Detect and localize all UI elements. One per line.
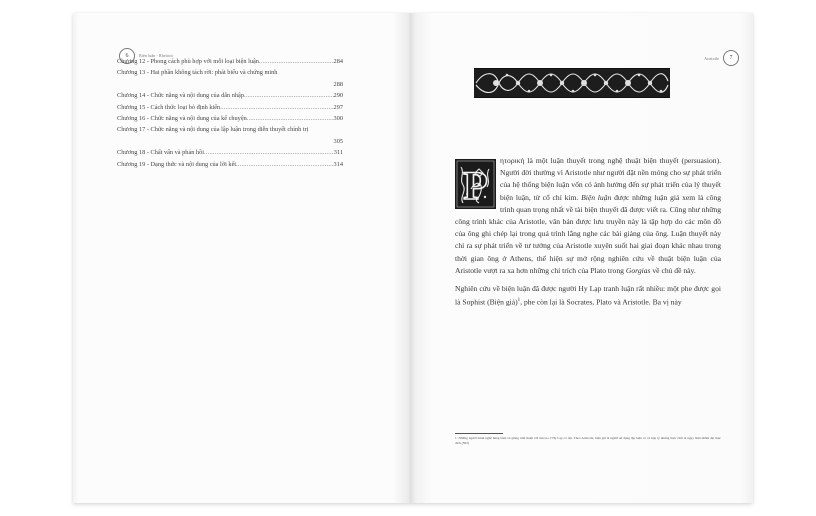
toc-entry[interactable] (117, 147, 343, 158)
body-text (455, 155, 721, 315)
toc-entry[interactable] (117, 67, 343, 90)
toc-entry[interactable] (117, 124, 343, 147)
drop-cap-letter: P (463, 163, 488, 208)
table-of-contents (117, 56, 343, 170)
toc-title: Chương 18 - Chất vấn và phản hồi (117, 149, 205, 157)
paragraph: ητορική là một luận thuyết trong nghệ thuật biện thuyết (persuasion). Người đời thường vì Aristotle như người đặt nền móng cho sự phát triển của hệ thống biện luận vốn có ảnh hưởng đến sự phát triển của lý thuyết biện luận, từ cổ chí kim. Biện luận được những luận giả xem là công trình quan trọng nhất về tài biện thuyết đã được viết ra. Cũng như những công trình khác của Aristotle, văn bản được lưu truyền này là tập hợp do các môn đồ của ông ghi chép lại trong quá trình lắng nghe các bài giảng của ông. Luận thuyết này chỉ ra sự phát triển về tư tưởng của Aristotle xuyên suốt hai giai đoạn khác nhau trong thời gian ông ở Athens, thể hiện sự mở rộng nghiên cứu về thuật biện luận của Aristotle vượt ra xa hơn những chỉ trích của Plato trong Gorgias về chủ đề này. (455, 156, 721, 275)
toc-leader (236, 159, 333, 170)
running-head: Aristotle (704, 56, 719, 61)
toc-leader (259, 56, 334, 67)
toc-page: 290 (333, 92, 343, 100)
toc-title: Chương 16 - Chức năng và nội dung của kể chuyện (117, 115, 247, 123)
ornamental-header-band (474, 68, 670, 98)
toc-leader (244, 90, 334, 101)
toc-page: 284 (333, 58, 343, 65)
paragraph: Nghiên cứu về biện luận đã được người Hy Lạp tranh luận rất nhiều: một phe được gọi là Sophist (Biện giả)$^1$, phe còn lại là Socrates, Plato và Aristotle. Ba vị này (455, 284, 721, 307)
toc-entry[interactable] (117, 90, 343, 101)
toc-page: 297 (333, 103, 343, 111)
toc-title: Chương 19 - Dạng thức và nội dung của lời kết (117, 160, 237, 168)
footnote-divider (455, 433, 503, 434)
toc-page: 311 (333, 149, 343, 157)
toc-leader (204, 147, 334, 158)
open-book (73, 13, 753, 503)
toc-title: Chương 14 - Chức năng và nội dung của dẫn nhập (117, 92, 244, 100)
toc-page: 300 (333, 115, 343, 123)
page-number-circle: 7 (723, 50, 739, 66)
toc-entry[interactable] (117, 102, 343, 113)
footnote-ref[interactable]: 1 (517, 298, 521, 304)
running-head: Biện luận - Rhetoric (139, 53, 174, 58)
right-page (410, 13, 753, 503)
toc-title: Chương 15 - Cách thức loại bỏ định kiến (117, 103, 221, 111)
toc-entry[interactable] (117, 56, 343, 67)
toc-title: Chương 17 - Chức năng và nội dung của lập luận trong diễn thuyết chính trị (117, 126, 309, 134)
toc-leader (247, 113, 334, 124)
left-page (73, 13, 410, 503)
footnote: 1. Những người hành nghề hùng biện và giảng triết thuật với thù lao ở Hy Lạp cổ đại. Theo Aristotle, biện giả là người sử dụng lập luận có vẻ hợp lý nhưng thực chất là ngụy biện nhằm đạt mục đích (ND) (455, 436, 721, 446)
toc-title: Chương 13 - Hai phần không tách rời: phát biểu và chứng minh (117, 69, 278, 77)
toc-leader (220, 102, 333, 113)
toc-entry[interactable] (117, 159, 343, 170)
toc-page: 314 (333, 160, 343, 168)
toc-title: Chương 12 - Phong cách phù hợp với mỗi loại biện luận (117, 58, 259, 65)
page-number-circle: 6 (119, 48, 135, 64)
toc-page: 305 (333, 137, 343, 145)
toc-entry[interactable] (117, 113, 343, 124)
toc-page: 288 (333, 80, 343, 88)
